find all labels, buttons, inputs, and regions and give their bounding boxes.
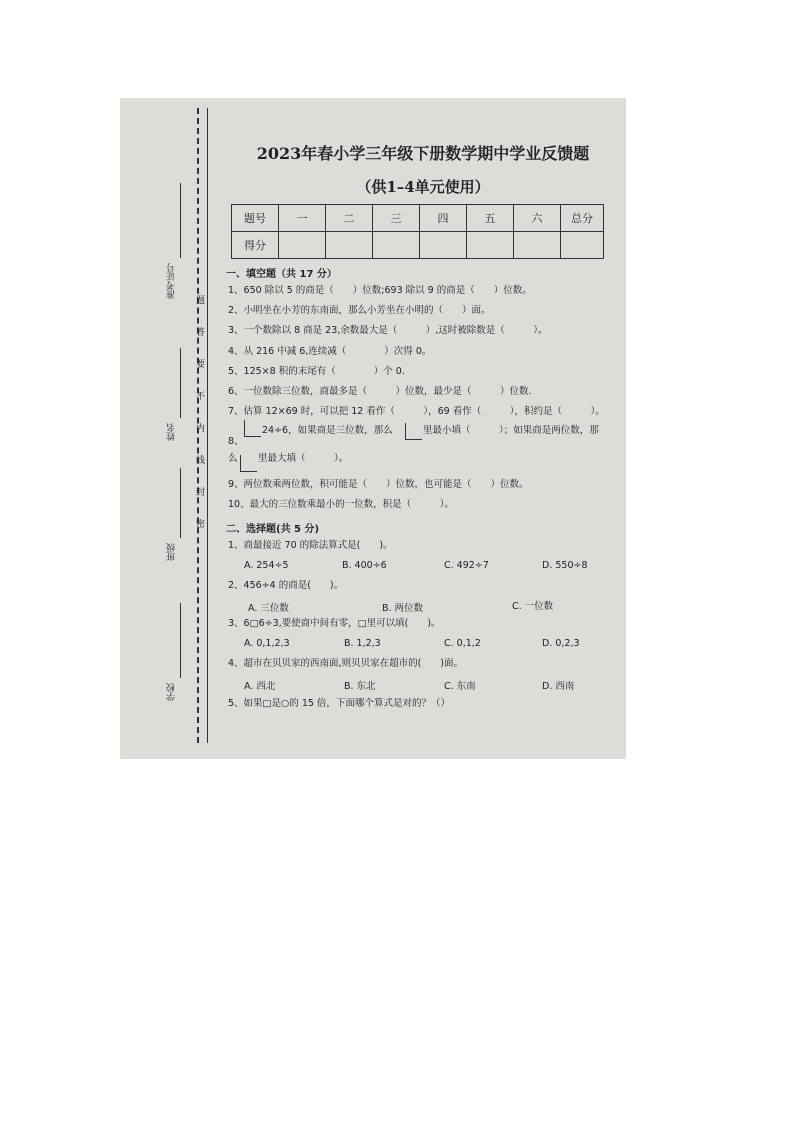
question-1-8-part-a: 24÷6，如果商是三位数，那么 <box>262 425 393 436</box>
seal-char: 内 <box>196 424 206 434</box>
question-2-2: 2、456÷4 的商是( )。 <box>228 580 344 591</box>
question-1-8-part-c: 么 <box>228 453 238 464</box>
option: D. 西南 <box>542 681 575 692</box>
score-row <box>232 232 604 259</box>
score-header-cell: 一 <box>279 205 326 232</box>
score-cell[interactable] <box>373 232 420 259</box>
question-1-4: 4、从 216 中减 6,连续减（ ）次得 0。 <box>228 346 432 357</box>
exam-number-label: 准考证号 <box>167 263 177 299</box>
score-cell[interactable] <box>514 232 561 259</box>
section2-heading: 二、选择题(共 5 分) <box>226 524 320 535</box>
seal-char: 封 <box>196 488 206 498</box>
option: C. 东南 <box>444 681 476 692</box>
question-1-8-number: 8、 <box>228 436 244 447</box>
score-cell[interactable] <box>467 232 514 259</box>
class-blank <box>180 468 181 538</box>
score-row-label: 得分 <box>232 232 279 259</box>
option: B. 400÷6 <box>342 560 387 571</box>
question-1-5: 5、125×8 积的末尾有（ ）个 0. <box>228 366 405 377</box>
option: A. 西北 <box>244 681 276 692</box>
question-2-5: 5、如果□是○的 15 倍，下面哪个算式是对的？（） <box>228 698 450 709</box>
blank-box <box>405 423 422 440</box>
score-table <box>231 204 604 259</box>
score-header-cell: 四 <box>420 205 467 232</box>
score-header-cell: 二 <box>326 205 373 232</box>
score-cell[interactable] <box>420 232 467 259</box>
score-cell[interactable] <box>326 232 373 259</box>
name-blank <box>180 348 181 418</box>
question-1-8-part-d: 里最大填（ ）。 <box>258 453 349 464</box>
name-label: 姓名 <box>167 423 177 441</box>
blank-box <box>244 420 261 437</box>
question-1-6: 6、一位数除三位数，商最多是（ ）位数，最少是（ ）位数. <box>228 386 532 397</box>
score-header-cell: 五 <box>467 205 514 232</box>
question-1-7: 7、估算 12×69 时，可以把 12 看作（ ），69 看作（ ），积约是（ ）。 <box>228 406 605 417</box>
option: C. 0,1,2 <box>444 638 481 649</box>
option: D. 0,2,3 <box>542 638 580 649</box>
seal-char: 答 <box>196 328 206 338</box>
school-blank <box>180 603 181 678</box>
seal-char: 密 <box>196 520 206 530</box>
option: A. 254÷5 <box>244 560 289 571</box>
school-label: 学校 <box>167 683 177 701</box>
score-header-cell: 三 <box>373 205 420 232</box>
class-label: 班级 <box>167 543 177 561</box>
score-cell[interactable] <box>561 232 604 259</box>
question-2-3: 3、6□6÷3,要使商中间有零，□里可以填( )。 <box>228 618 441 629</box>
score-cell[interactable] <box>279 232 326 259</box>
question-1-1: 1、650 除以 5 的商是（ ）位数;693 除以 9 的商是（ ）位数。 <box>228 285 532 296</box>
option: B. 东北 <box>344 681 376 692</box>
exam-sheet <box>120 98 626 759</box>
option: A. 0,1,2,3 <box>244 638 290 649</box>
score-header-cell: 六 <box>514 205 561 232</box>
binding-solid-line <box>207 108 208 743</box>
seal-char: 题 <box>196 296 206 306</box>
option: C. 一位数 <box>512 601 554 612</box>
question-2-1: 1、商最接近 70 的除法算式是( )。 <box>228 540 393 551</box>
exam-number-blank <box>180 183 181 258</box>
option: C. 492÷7 <box>444 560 489 571</box>
option: B. 1,2,3 <box>344 638 381 649</box>
blank-box <box>240 455 257 472</box>
seal-char: 不 <box>196 392 206 402</box>
page-subtitle: （供1–4单元使用） <box>356 178 490 196</box>
score-header-cell: 总分 <box>561 205 604 232</box>
option: D. 550÷8 <box>542 560 588 571</box>
option: B. 两位数 <box>382 603 424 614</box>
score-header-cell: 题号 <box>232 205 279 232</box>
question-1-10: 10、最大的三位数乘最小的一位数，积是（ ）。 <box>228 499 454 510</box>
seal-char: 要 <box>196 360 206 370</box>
score-header-row <box>232 205 604 232</box>
question-1-3: 3、一个数除以 8 商是 23,余数最大是（ ）,这时被除数是（ ）。 <box>228 325 548 336</box>
question-2-4: 4、超市在贝贝家的西南面,则贝贝家在超市的( )面。 <box>228 658 463 669</box>
question-1-2: 2、小明坐在小芳的东南面，那么小芳坐在小明的（ ）面。 <box>228 305 491 316</box>
section1-heading: 一、填空题（共 17 分） <box>226 269 337 280</box>
question-1-8-part-b: 里最小填（ ）；如果商是两位数，那 <box>423 425 599 436</box>
page-title: 2023年春小学三年级下册数学期中学业反馈题 <box>256 144 590 163</box>
option: A. 三位数 <box>248 603 289 614</box>
question-1-9: 9、两位数乘两位数，积可能是（ ）位数，也可能是（ ）位数。 <box>228 479 529 490</box>
seal-char: 线 <box>196 456 206 466</box>
